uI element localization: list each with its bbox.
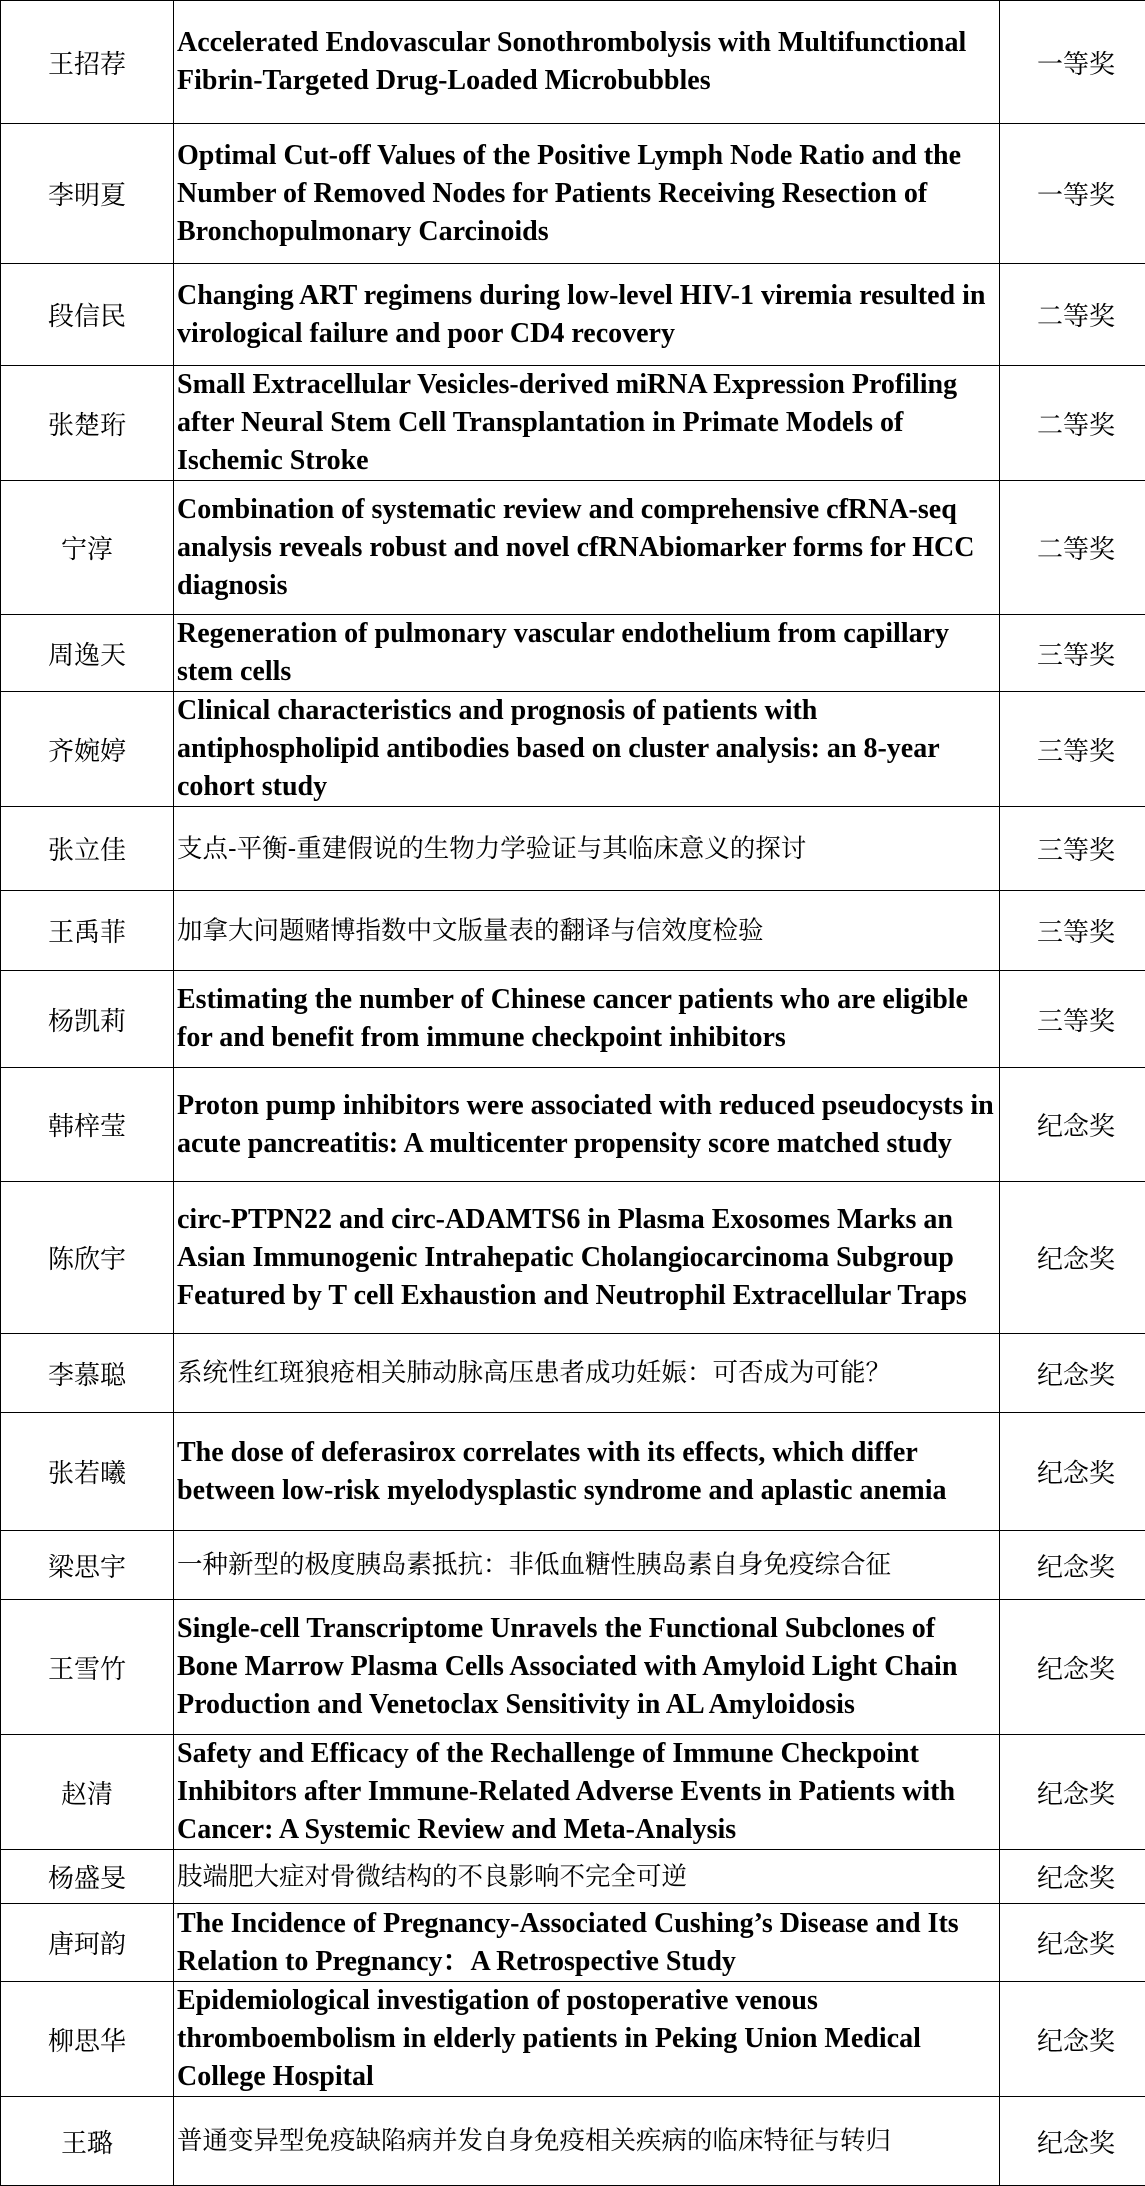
paper-title: 肢端肥大症对骨微结构的不良影响不完全可逆 [174, 1850, 1000, 1904]
paper-title: Changing ART regimens during low-level HIV-1 viremia resulted in virological failure and poor CD4 recovery [174, 264, 1000, 366]
recipient-name: 宁淳 [1, 481, 174, 615]
table-row [1, 2097, 1145, 2186]
award-level: 三等奖 [1000, 615, 1145, 692]
paper-title: The dose of deferasirox correlates with its effects, which differ between low-risk myelodysplastic syndrome and aplastic anemia [174, 1413, 1000, 1531]
paper-title: Regeneration of pulmonary vascular endothelium from capillary stem cells [174, 615, 1000, 692]
award-level: 纪念奖 [1000, 1531, 1145, 1600]
paper-title: Single-cell Transcriptome Unravels the Functional Subclones of Bone Marrow Plasma Cells Associated with Amyloid Light Chain Production and Venetoclax Sensitivity in AL Amyloidosis [174, 1600, 1000, 1735]
award-level: 纪念奖 [1000, 1904, 1145, 1982]
award-level: 三等奖 [1000, 971, 1145, 1068]
award-level: 三等奖 [1000, 807, 1145, 891]
recipient-name: 柳思华 [1, 1982, 174, 2097]
paper-title: 加拿大问题赌博指数中文版量表的翻译与信效度检验 [174, 891, 1000, 971]
paper-title: Combination of systematic review and comprehensive cfRNA-seq analysis reveals robust and novel cfRNAbiomarker forms for HCC diagnosis [174, 481, 1000, 615]
recipient-name: 张立佳 [1, 807, 174, 891]
recipient-name: 杨凯莉 [1, 971, 174, 1068]
table-row [1, 264, 1145, 366]
table-row [1, 615, 1145, 692]
table-row [1, 1531, 1145, 1600]
paper-title: The Incidence of Pregnancy-Associated Cushing’s Disease and Its Relation to Pregnancy：A Retrospective Study [174, 1904, 1000, 1982]
table-row [1, 124, 1145, 264]
award-level: 纪念奖 [1000, 1182, 1145, 1334]
table-row [1, 366, 1145, 481]
award-level: 纪念奖 [1000, 1735, 1145, 1850]
recipient-name: 王璐 [1, 2097, 174, 2186]
award-level: 纪念奖 [1000, 1850, 1145, 1904]
recipient-name: 王招荐 [1, 1, 174, 124]
paper-title: 普通变异型免疫缺陷病并发自身免疫相关疾病的临床特征与转归 [174, 2097, 1000, 2186]
award-level: 三等奖 [1000, 692, 1145, 807]
recipient-name: 王禹菲 [1, 891, 174, 971]
recipient-name: 齐婉婷 [1, 692, 174, 807]
recipient-name: 张楚珩 [1, 366, 174, 481]
recipient-name: 周逸天 [1, 615, 174, 692]
table-row [1, 1, 1145, 124]
award-level: 一等奖 [1000, 124, 1145, 264]
award-level: 纪念奖 [1000, 1068, 1145, 1182]
paper-title: Small Extracellular Vesicles-derived miRNA Expression Profiling after Neural Stem Cell Transplantation in Primate Models of Ischemic Stroke [174, 366, 1000, 481]
paper-title: Optimal Cut-off Values of the Positive Lymph Node Ratio and the Number of Removed Nodes for Patients Receiving Resection of Bronchopulmonary Carcinoids [174, 124, 1000, 264]
award-level: 纪念奖 [1000, 1982, 1145, 2097]
award-level: 纪念奖 [1000, 1334, 1145, 1413]
recipient-name: 韩梓莹 [1, 1068, 174, 1182]
recipient-name: 段信民 [1, 264, 174, 366]
recipient-name: 李慕聪 [1, 1334, 174, 1413]
table-row [1, 1334, 1145, 1413]
paper-title: 一种新型的极度胰岛素抵抗：非低血糖性胰岛素自身免疫综合征 [174, 1531, 1000, 1600]
award-level: 二等奖 [1000, 264, 1145, 366]
table-row [1, 971, 1145, 1068]
table-row [1, 1182, 1145, 1334]
award-level: 纪念奖 [1000, 1413, 1145, 1531]
recipient-name: 李明夏 [1, 124, 174, 264]
table-row [1, 481, 1145, 615]
paper-title: Proton pump inhibitors were associated with reduced pseudocysts in acute pancreatitis: A multicenter propensity score matched study [174, 1068, 1000, 1182]
table-row [1, 807, 1145, 891]
award-level: 二等奖 [1000, 481, 1145, 615]
paper-title: Safety and Efficacy of the Rechallenge of Immune Checkpoint Inhibitors after Immune-Related Adverse Events in Patients with Cancer: A Systemic Review and Meta-Analysis [174, 1735, 1000, 1850]
table-row [1, 1413, 1145, 1531]
table-row [1, 1850, 1145, 1904]
table-row [1, 1904, 1145, 1982]
table-row [1, 1982, 1145, 2097]
table-row [1, 891, 1145, 971]
recipient-name: 唐珂韵 [1, 1904, 174, 1982]
table-row [1, 1068, 1145, 1182]
recipient-name: 陈欣宇 [1, 1182, 174, 1334]
paper-title: Estimating the number of Chinese cancer patients who are eligible for and benefit from immune checkpoint inhibitors [174, 971, 1000, 1068]
recipient-name: 王雪竹 [1, 1600, 174, 1735]
recipient-name: 赵清 [1, 1735, 174, 1850]
awards-table-body [1, 1, 1145, 2186]
award-level: 纪念奖 [1000, 1600, 1145, 1735]
paper-title: circ-PTPN22 and circ-ADAMTS6 in Plasma Exosomes Marks an Asian Immunogenic Intrahepatic Cholangiocarcinoma Subgroup Featured by T cell Exhaustion and Neutrophil Extracellular Traps [174, 1182, 1000, 1334]
paper-title: 支点-平衡-重建假说的生物力学验证与其临床意义的探讨 [174, 807, 1000, 891]
paper-title: Accelerated Endovascular Sonothrombolysis with Multifunctional Fibrin-Targeted Drug-Loaded Microbubbles [174, 1, 1000, 124]
table-row [1, 1600, 1145, 1735]
paper-title: Clinical characteristics and prognosis of patients with antiphospholipid antibodies based on cluster analysis: an 8-year cohort study [174, 692, 1000, 807]
recipient-name: 杨盛旻 [1, 1850, 174, 1904]
award-level: 一等奖 [1000, 1, 1145, 124]
award-level: 纪念奖 [1000, 2097, 1145, 2186]
recipient-name: 梁思宇 [1, 1531, 174, 1600]
paper-title: Epidemiological investigation of postoperative venous thromboembolism in elderly patients in Peking Union Medical College Hospital [174, 1982, 1000, 2097]
table-row [1, 692, 1145, 807]
paper-title: 系统性红斑狼疮相关肺动脉高压患者成功妊娠：可否成为可能？ [174, 1334, 1000, 1413]
award-level: 三等奖 [1000, 891, 1145, 971]
recipient-name: 张若曦 [1, 1413, 174, 1531]
award-level: 二等奖 [1000, 366, 1145, 481]
table-row [1, 1735, 1145, 1850]
